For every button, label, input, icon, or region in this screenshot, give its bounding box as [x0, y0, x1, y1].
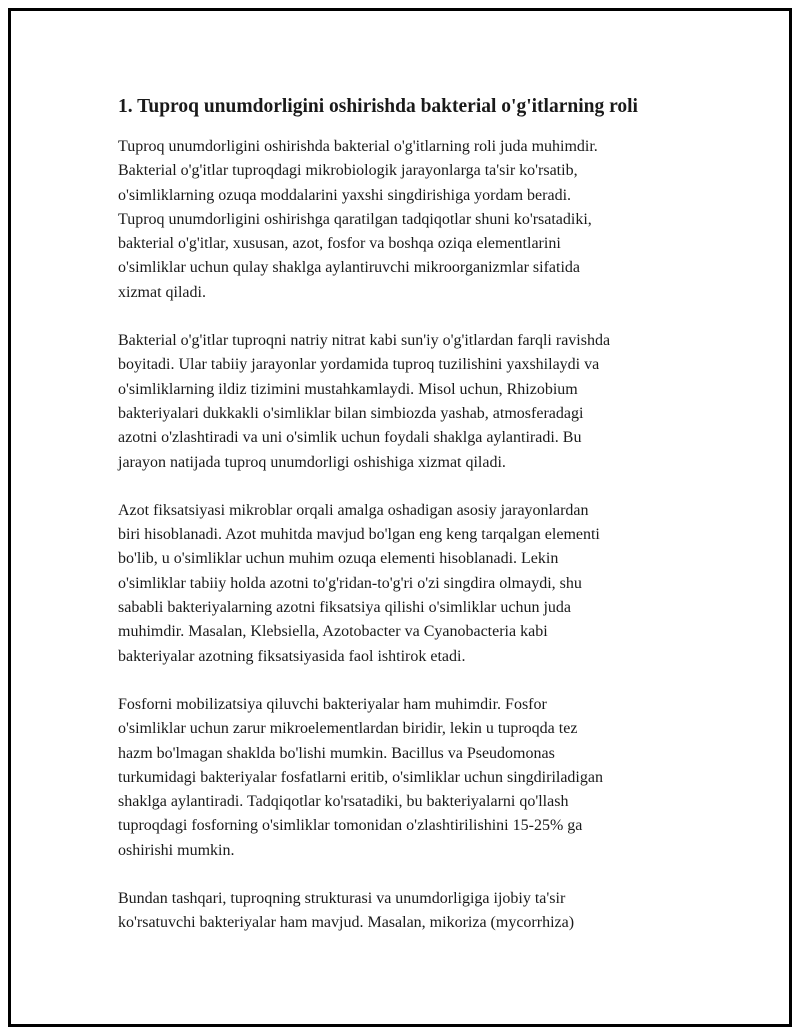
- text-line: oshirishi mumkin.: [118, 841, 235, 859]
- text-line: biri hisoblanadi. Azot muhitda mavjud bo'lgan eng keng tarqalgan elementi: [118, 526, 600, 544]
- paragraph-2: [118, 329, 698, 475]
- text-line: Bakterial o'g'itlar tuproqdagi mikrobiologik jarayonlarga ta'sir ko'rsatib,: [118, 162, 578, 180]
- document-body: [118, 94, 698, 960]
- text-line: bakteriyalar azotning fiksatsiyasida faol ishtirok etadi.: [118, 647, 466, 665]
- text-line: jarayon natijada tuproq unumdorligi oshishiga xizmat qiladi.: [118, 453, 506, 471]
- text-line: azotni o'zlashtiradi va uni o'simlik uchun foydali shaklga aylantiradi. Bu: [118, 429, 582, 447]
- text-line: Fosforni mobilizatsiya qiluvchi bakteriyalar ham muhimdir. Fosfor: [118, 695, 547, 713]
- text-line: o'simliklar uchun zarur mikroelementlardan biridir, lekin u tuproqda tez: [118, 720, 578, 738]
- text-line: Azot fiksatsiyasi mikroblar orqali amalga oshadigan asosiy jarayonlardan: [118, 501, 589, 519]
- text-line: bakterial o'g'itlar, xususan, azot, fosfor va boshqa oziqa elementlarini: [118, 235, 561, 253]
- text-line: Tuproq unumdorligini oshirishda bakterial o'g'itlarning roli juda muhimdir.: [118, 138, 598, 155]
- text-line: o'simliklarning ozuqa moddalarini yaxshi singdirishiga yordam beradi.: [118, 186, 572, 204]
- text-line: bakteriyalari dukkakli o'simliklar bilan simbiozda yashab, atmosferadagi: [118, 404, 584, 422]
- text-line: turkumidagi bakteriyalar fosfatlarni eritib, o'simliklar uchun singdiriladigan: [118, 768, 603, 786]
- paragraph-3: [118, 499, 698, 669]
- section-heading: 1. Tuproq unumdorligini oshirishda bakterial o'g'itlarning roli: [118, 96, 638, 117]
- text-line: shaklga aylantiradi. Tadqiqotlar ko'rsatadiki, bu bakteriyalarni qo'llash: [118, 793, 569, 811]
- text-line: muhimdir. Masalan, Klebsiella, Azotobacter va Cyanobacteria kabi: [118, 623, 548, 641]
- text-line: o'simliklar tabiiy holda azotni to'g'ridan-to'g'ri o'zi singdira olmaydi, shu: [118, 574, 582, 592]
- text-line: boyitadi. Ular tabiiy jarayonlar yordamida tuproq tuzilishini yaxshilaydi va: [118, 356, 600, 374]
- paragraph-1: [118, 135, 698, 305]
- text-line: o'simliklar uchun qulay shaklga aylantiruvchi mikroorganizmlar sifatida: [118, 259, 581, 277]
- text-line: o'simliklarning ildiz tizimini mustahkamlaydi. Misol uchun, Rhizobium: [118, 380, 578, 398]
- text-line: sababli bakteriyalarning azotni fiksatsiya qilishi o'simliklar uchun juda: [118, 599, 571, 617]
- text-line: Tuproq unumdorligini oshirishga qaratilgan tadqiqotlar shuni ko'rsatadiki,: [118, 210, 592, 228]
- text-line: Bundan tashqari, tuproqning strukturasi va unumdorligiga ijobiy ta'sir: [118, 890, 566, 908]
- paragraph-4: [118, 693, 698, 863]
- text-line: Bakterial o'g'itlar tuproqni natriy nitrat kabi sun'iy o'g'itlardan farqli ravishda: [118, 332, 611, 350]
- text-line: hazm bo'lmagan shaklda bo'lishi mumkin. Bacillus va Pseudomonas: [118, 744, 555, 762]
- text-line: xizmat qiladi.: [118, 283, 206, 301]
- text-line: tuproqdagi fosforning o'simliklar tomonidan o'zlashtirilishini 15-25% ga: [118, 817, 583, 835]
- text-line: ko'rsatuvchi bakteriyalar ham mavjud. Masalan, mikoriza (mycorrhiza): [118, 914, 575, 932]
- text-line: bo'lib, u o'simliklar uchun muhim ozuqa elementi hisoblanadi. Lekin: [118, 550, 559, 568]
- paragraph-5: [118, 887, 698, 936]
